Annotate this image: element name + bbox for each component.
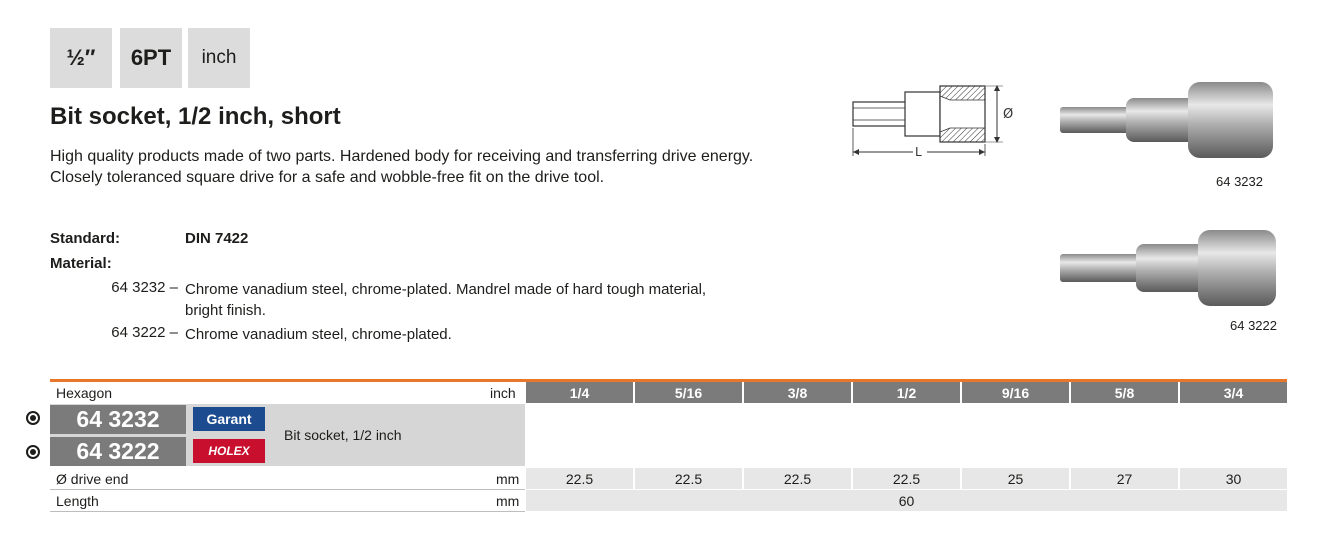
product-image-64-3222 — [1058, 228, 1278, 313]
material-label: Material: — [50, 255, 112, 272]
page-title: Bit socket, 1/2 inch, short — [50, 103, 341, 130]
size-cell: 3/8 — [744, 382, 851, 403]
material-text: Chrome vanadium steel, chrome-plated. — [185, 326, 452, 343]
image-label: 64 3222 — [1230, 318, 1277, 333]
drive-end-row — [50, 468, 1287, 489]
material-code: 64 3222 – — [111, 324, 178, 341]
drive-end-cell: 30 — [1180, 468, 1287, 489]
image-label: 64 3232 — [1216, 174, 1263, 189]
size-cell: 5/8 — [1071, 382, 1178, 403]
diameter-symbol: Ø — [1003, 107, 1014, 122]
size-cell: 1/2 — [853, 382, 960, 403]
table-header-row — [50, 382, 1287, 403]
size-cell: 9/16 — [962, 382, 1069, 403]
length-value: 60 — [526, 490, 1287, 511]
bullet-icon — [26, 445, 40, 459]
drive-end-label: Ø drive end — [56, 470, 129, 487]
length-row — [50, 490, 1287, 511]
drive-end-cell: 25 — [962, 468, 1069, 489]
length-unit: mm — [496, 492, 520, 509]
holex-logo: HOLEX — [193, 439, 265, 463]
bullet-icon — [26, 411, 40, 425]
product-block — [50, 404, 525, 466]
technical-drawing — [845, 80, 1015, 160]
material-text: Chrome vanadium steel, chrome-plated. Mandrel made of hard tough material, bright finish. — [185, 281, 707, 319]
garant-logo: Garant — [193, 407, 265, 431]
product-image-64-3232 — [1058, 80, 1278, 165]
row-divider — [50, 511, 525, 512]
material-code: 64 3232 – — [111, 279, 178, 296]
size-cell: 3/4 — [1180, 382, 1287, 403]
drive-end-cell: 22.5 — [853, 468, 960, 489]
size-cell: 1/4 — [526, 382, 633, 403]
product-description: High quality products made of two parts. Hardened body for receiving and transferring drive energy. Closely toleranced square drive for a safe and wobble-free fit on the drive tool. — [50, 148, 754, 186]
hexagon-unit: inch — [490, 384, 516, 401]
drive-end-cell: 27 — [1071, 468, 1178, 489]
product-line-description: Bit socket, 1/2 inch — [284, 427, 402, 443]
standard-label: Standard: — [50, 230, 121, 247]
article-number: 64 3222 — [50, 437, 186, 466]
drive-end-cell: 22.5 — [744, 468, 851, 489]
size-cell: 5/16 — [635, 382, 742, 403]
badge-unit: inch — [188, 28, 250, 88]
drive-end-unit: mm — [496, 470, 520, 487]
length-symbol: L — [915, 145, 922, 159]
length-label: Length — [56, 492, 99, 509]
drive-end-cell: 22.5 — [635, 468, 742, 489]
badge-drive-size: ½″ — [50, 28, 112, 88]
standard-value: DIN 7422 — [185, 230, 249, 247]
article-number: 64 3232 — [50, 405, 186, 434]
hexagon-label: Hexagon — [56, 384, 113, 401]
badge-point-type: 6PT — [120, 28, 182, 88]
drive-end-cell: 22.5 — [526, 468, 633, 489]
